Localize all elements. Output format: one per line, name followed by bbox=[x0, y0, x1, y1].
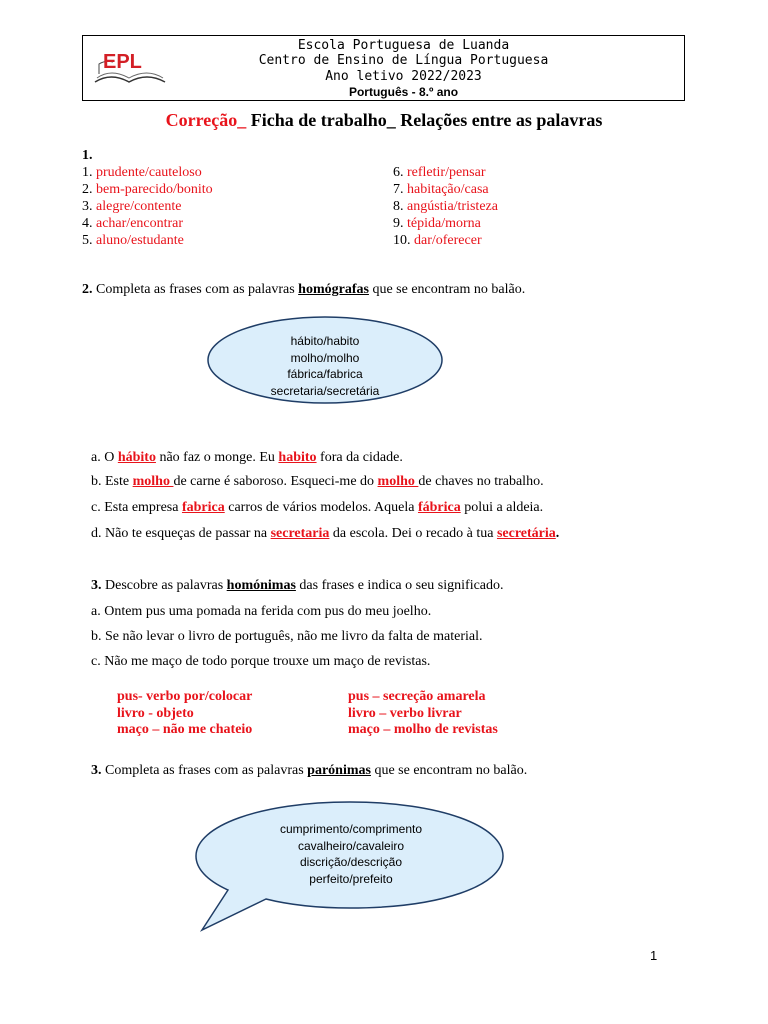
title-prefix: Correção_ bbox=[165, 110, 247, 130]
sentence-3b: b. Se não levar o livro de português, não me livro da falta de material. bbox=[91, 629, 483, 644]
center-name: Centro de Ensino de Língua Portuguesa bbox=[258, 53, 549, 68]
school-name: Escola Portuguesa de Luanda bbox=[297, 38, 510, 53]
list-item: 2. bem-parecido/bonito bbox=[82, 182, 213, 197]
list-item: 3. alegre/contente bbox=[82, 199, 182, 214]
sentence-2a: a. O hábito não faz o monge. Eu habito fora da cidade. bbox=[91, 450, 403, 465]
section1-heading: 1. bbox=[82, 148, 93, 163]
list-item: 1. prudente/cauteloso bbox=[82, 165, 202, 180]
logo-letter-e: EPL bbox=[103, 51, 142, 73]
section4-instruction: 3. Completa as frases com as palavras parónimas que se encontram no balão. bbox=[91, 763, 528, 778]
list-item: 9. tépida/morna bbox=[393, 216, 481, 231]
section1-right-list bbox=[393, 164, 498, 249]
school-header bbox=[82, 35, 685, 101]
homographs-bubble-text: hábito/habito molho/molho fábrica/fabrica secretaria/secretária bbox=[270, 334, 380, 398]
homonym-answers-right: pus – secreção amarela livro – verbo livrar maço – molho de revistas bbox=[348, 689, 498, 737]
sentence-2c: c. Esta empresa fabrica carros de vários modelos. Aquela fábrica polui a aldeia. bbox=[91, 500, 544, 515]
page-number: 1 bbox=[650, 948, 658, 963]
homonym-answers-left: pus- verbo por/colocar livro - objeto maço – não me chateio bbox=[117, 689, 253, 737]
section2-instruction: 2. Completa as frases com as palavras homógrafas que se encontram no balão. bbox=[82, 282, 526, 297]
sentence-3c: c. Não me maço de todo porque trouxe um maço de revistas. bbox=[91, 654, 431, 669]
section3-instruction: 3. Descobre as palavras homónimas das frases e indica o seu significado. bbox=[91, 578, 504, 593]
paronyms-bubble-text: cumprimento/comprimento cavalheiro/cavaleiro discrição/descrição perfeito/prefeito bbox=[279, 822, 423, 886]
sentence-2d: d. Não te esqueças de passar na secretaria da escola. Dei o recado à tua secretária. bbox=[91, 526, 560, 541]
list-item: 6. refletir/pensar bbox=[393, 165, 486, 180]
sentence-2b: b. Este molho de carne é saboroso. Esqueci-me do molho de chaves no trabalho. bbox=[91, 474, 544, 489]
list-item: 7. habitação/casa bbox=[393, 182, 489, 197]
section1-left-list bbox=[82, 164, 213, 249]
list-item: 8. angústia/tristeza bbox=[393, 199, 498, 214]
title-rest: Ficha de trabalho_ Relações entre as palavras bbox=[246, 110, 603, 130]
list-item: 4. achar/encontrar bbox=[82, 216, 184, 231]
list-item: 5. aluno/estudante bbox=[82, 233, 184, 248]
page-title bbox=[0, 110, 768, 131]
sentence-3a: a. Ontem pus uma pomada na ferida com pus do meu joelho. bbox=[91, 604, 432, 619]
list-item: 10. dar/oferecer bbox=[393, 233, 482, 248]
school-year: Ano letivo 2022/2023 bbox=[325, 69, 482, 84]
subject-grade: Português - 8.º ano bbox=[348, 85, 459, 99]
